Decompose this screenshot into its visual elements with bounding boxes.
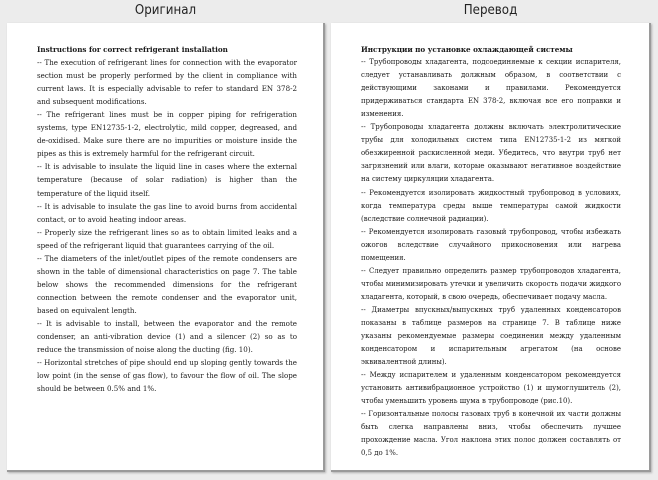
- original-paragraph: -- The diameters of the inlet/outlet pipes of the remote condensers are shown in the table of dimensional characteristics on page 7. The table below shows the recommended dimensions for the refrigerant connection between the remote condenser and the evaporator unit, based on equivalent length.: [37, 253, 297, 315]
- translation-paragraph: -- Следует правильно определить размер трубопроводов хладагента, чтобы минимизировать утечки и увеличить скорость подачи жидкого хладагента, который, в свою очередь, обеспечивает подачу масла.: [361, 266, 621, 301]
- translation-text: [361, 43, 621, 461]
- translation-paragraph: -- Трубопроводы хладагента, подсоединяемые к секции испарителя, следует устанавливать должным образом, в соответствии с действующими законами и правилами. Рекомендуется придерживаться стандарта EN 378-2, включая все его поправки и изменения.: [361, 58, 621, 119]
- original-paragraph: -- Horizontal stretches of pipe should end up sloping gently towards the low point (in the sense of gas flow), to favour the flow of oil. The slope should be between 0.5% and 1%.: [37, 358, 297, 394]
- original-page: [7, 23, 325, 472]
- translation-paragraph: -- Рекомендуется изолировать жидкостный трубопровод в условиях, когда температура среды выше температуры самой жидкости (вследствие солнечной радиации).: [361, 188, 621, 223]
- translation-heading: Инструкции по установке охлаждающей системы: [361, 45, 573, 54]
- translation-page: [331, 23, 651, 472]
- original-paragraph: -- It is advisable to insulate the gas line to avoid burns from accidental contact, or to avoid heating indoor areas.: [37, 201, 297, 224]
- original-heading: Instructions for correct refrigerant installation: [37, 45, 228, 54]
- original-column-title: Оригинал: [134, 2, 197, 18]
- original-text: [37, 43, 297, 395]
- translation-column-title: Перевод: [463, 2, 518, 18]
- original-paragraph: -- It is advisable to insulate the liquid line in cases where the external temperature (because of solar radiation) is higher than the temperature of the liquid itself.: [37, 162, 297, 198]
- translation-paragraph: -- Рекомендуется изолировать газовый трубопровод, чтобы избежать ожогов вследствие случайного прикосновения или нагрева помещения.: [361, 227, 621, 262]
- translation-paragraph: -- Диаметры впускных/выпускных труб удаленных конденсаторов показаны в таблице размеров на странице 7. В таблице ниже указаны рекомендуемые размеры соединения между удаленным конденсатором и испарительным агрегатом (на основе эквивалентной длины).: [361, 305, 621, 367]
- translation-paragraph: -- Горизонтальные полосы газовых труб в конечной их части должны быть слегка направлены вниз, чтобы обеспечить лучшее прохождение масла. Угол наклона этих полос должен составлять от 0,5 до 1%.: [361, 410, 621, 458]
- translation-paragraph: -- Трубопроводы хладагента должны включать электролитические трубы для холодильных систем типа EN12735-1-2 из мягкой обезжиренной раскисленной меди. Убедитесь, что внутри труб нет загрязнений или влаги, которые оказывают негативное воздействие на систему циркуляции хладагента.: [361, 123, 621, 184]
- translation-paragraph: -- Между испарителем и удаленным конденсатором рекомендуется установить антивибрационное устройство (1) и шумоглушитель (2), чтобы уменьшить уровень шума в трубопроводе (рис.10).: [361, 371, 621, 406]
- original-paragraph: -- The execution of refrigerant lines for connection with the evaporator section must be properly performed by the client in compliance with current laws. It is especially advisable to refer to standard EN 378-2 and subsequent modifications.: [37, 58, 297, 107]
- original-paragraph: -- It is advisable to install, between the evaporator and the remote condenser, an anti-vibration device (1) and a silencer (2) so as to reduce the transmission of noise along the ducting (fig. 10).: [37, 318, 297, 355]
- original-paragraph: -- Properly size the refrigerant lines so as to obtain limited leaks and a speed of the refrigerant liquid that guarantees carrying of the oil.: [37, 227, 297, 250]
- original-paragraph: -- The refrigerant lines must be in copper piping for refrigeration systems, type EN12735-1-2, electrolytic, mild copper, degreased, and de-oxidised. Make sure there are no impurities or moisture inside the pipes as this is extremely harmful for the refrigerant circuit.: [37, 110, 297, 159]
